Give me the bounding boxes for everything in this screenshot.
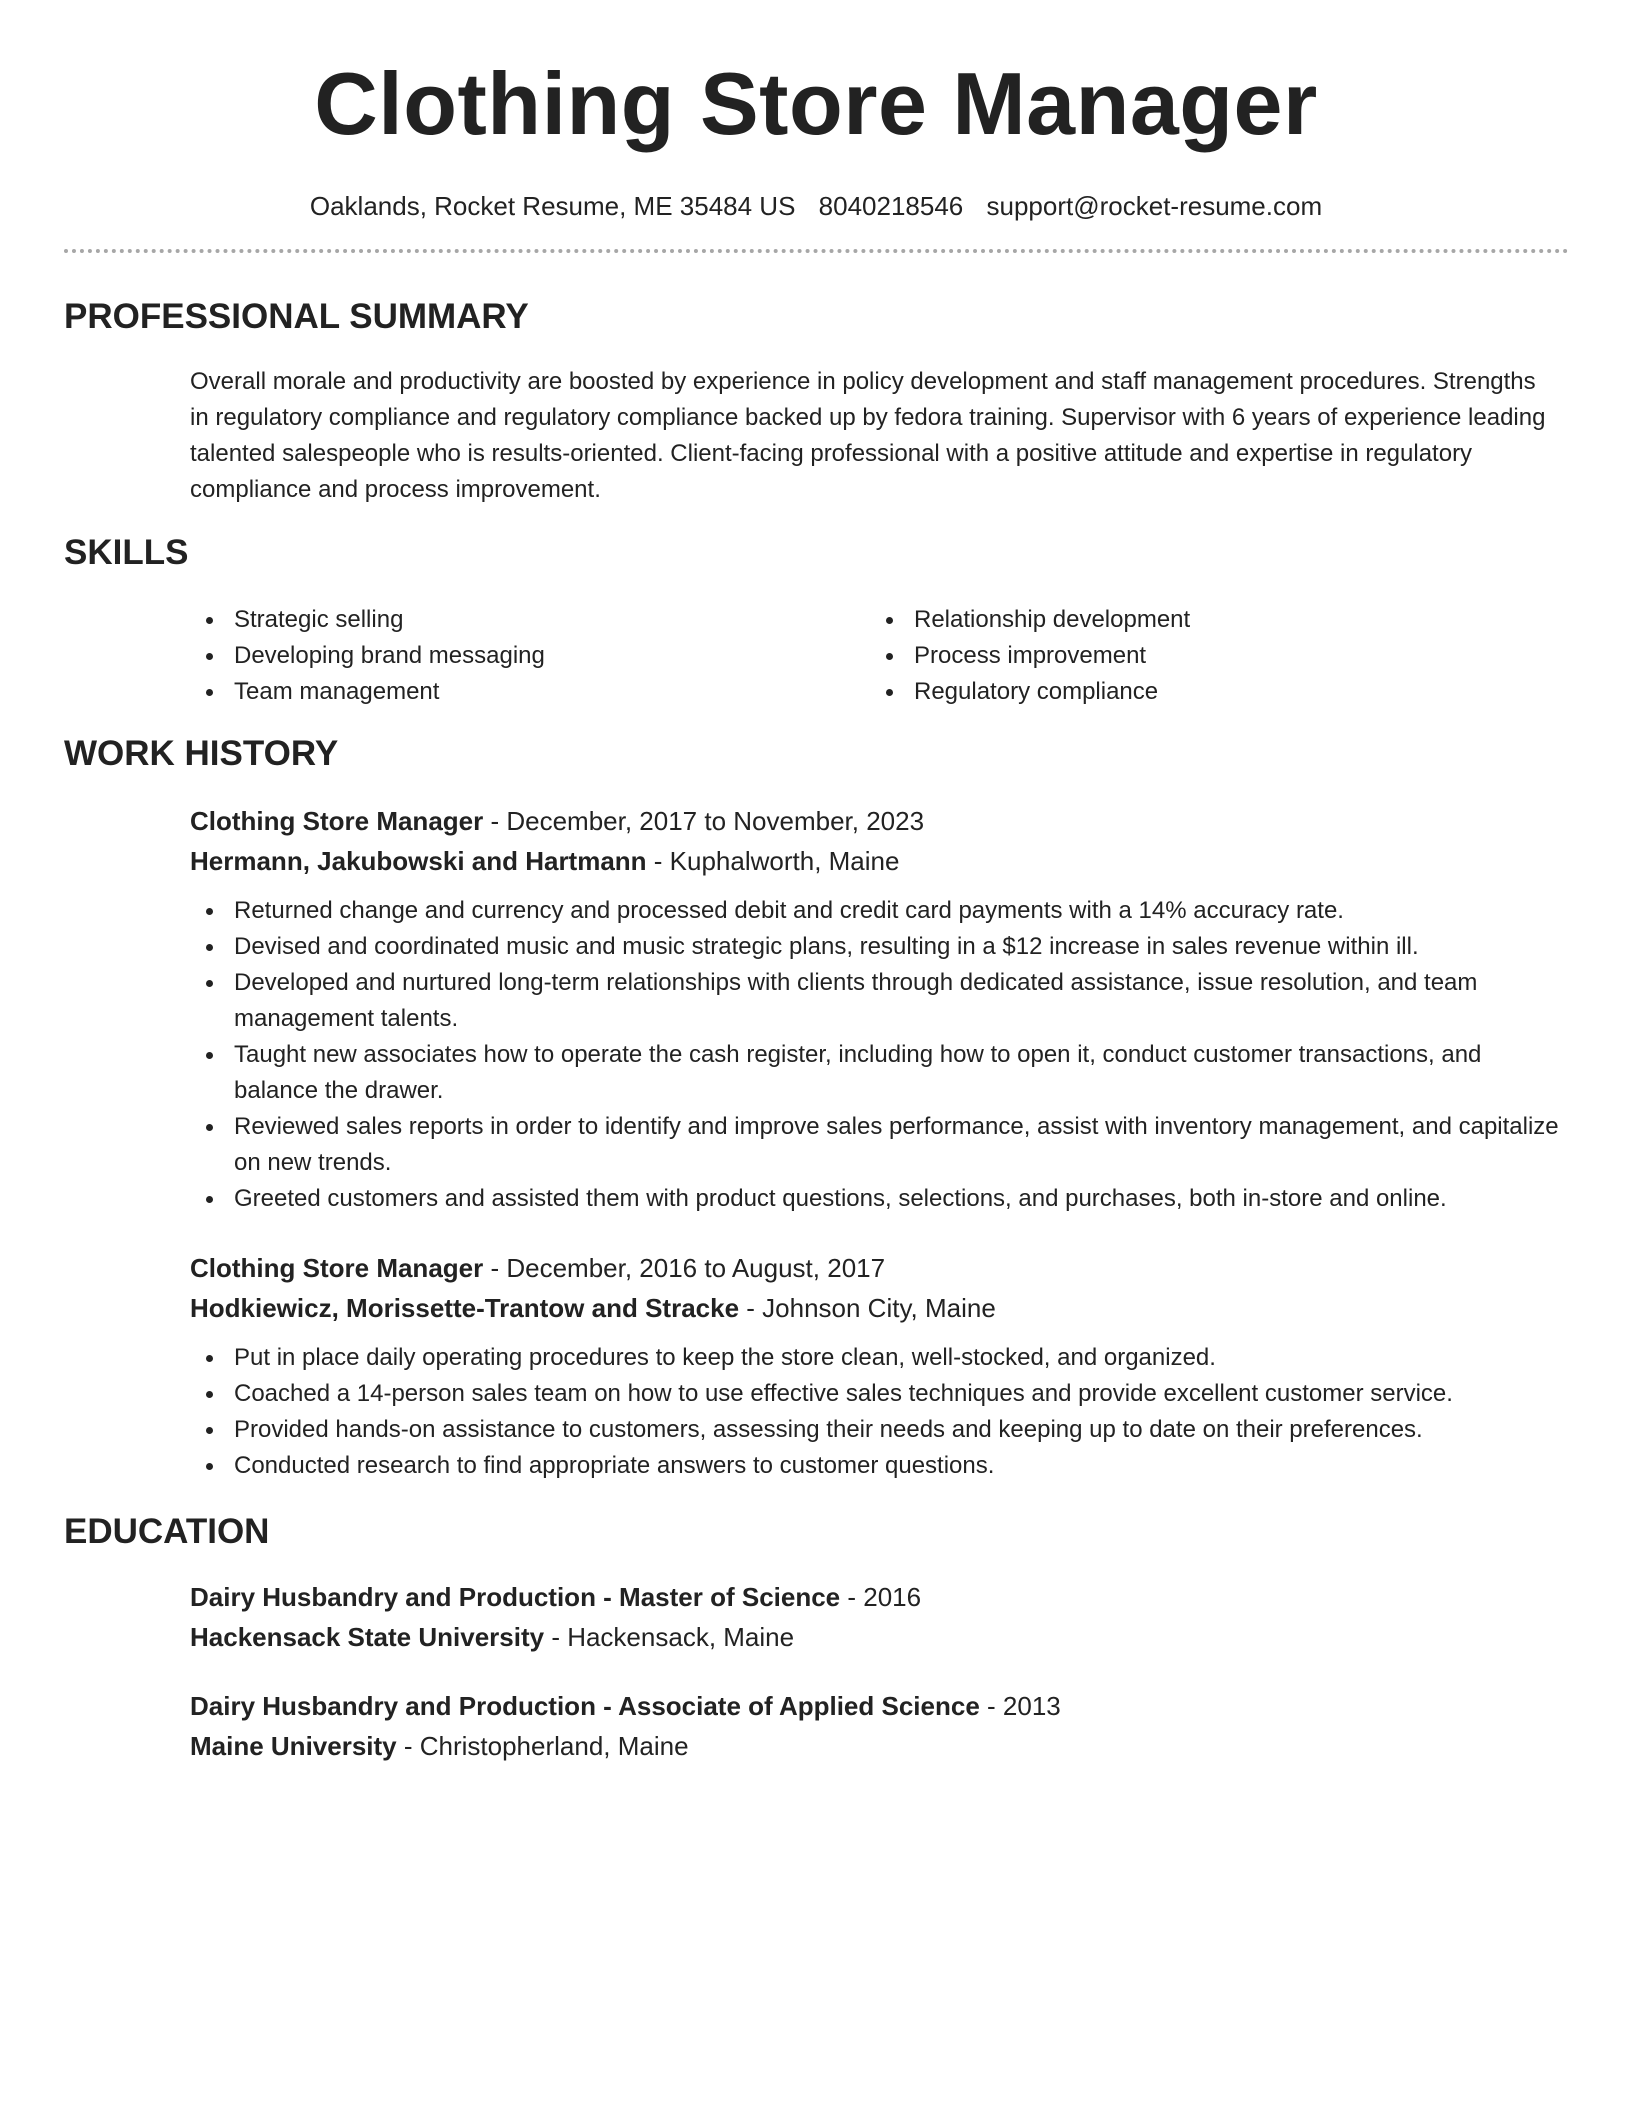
job-bullet: Coached a 14-person sales team on how to use effective sales techniques and provide excellent customer service. [190,1376,1560,1412]
job-company: Hodkiewicz, Morissette-Trantow and Stracke [190,1293,740,1323]
job-dates: - December, 2017 to November, 2023 [483,806,925,836]
header-divider [64,249,1569,253]
job-bullets [190,1340,1560,1484]
job-dates: - December, 2016 to August, 2017 [483,1253,886,1283]
degree-year: - 2016 [840,1582,922,1612]
job-entry [190,801,1560,1217]
job-company-line [190,1288,1560,1328]
job-bullet: Greeted customers and assisted them with product questions, selections, and purchases, both in-store and online. [190,1181,1560,1217]
job-bullet: Returned change and currency and processed debit and credit card payments with a 14% accuracy rate. [190,893,1560,929]
job-bullet: Taught new associates how to operate the cash register, including how to open it, conduct customer transactions, and balance the drawer. [190,1037,1560,1109]
skill-item: Team management [190,674,545,710]
school-name: Maine University [190,1731,397,1761]
contact-address: Oaklands, Rocket Resume, ME 35484 US [309,191,796,221]
skill-item: Developing brand messaging [190,638,545,674]
summary-text: Overall morale and productivity are boosted by experience in policy development and staff management procedures. Strengths in regulatory compliance and regulatory compliance backed up by fedora training. Supervisor with 6 years of experience leading talented salespeople who is results-oriented. Client-facing professional with a positive attitude and expertise in regulatory compliance and process improvement. [190,368,1546,503]
school-line [190,1617,1560,1657]
work-history-heading: WORK HISTORY [64,734,339,773]
job-title-line [190,801,1560,841]
job-role: Clothing Store Manager [190,806,484,836]
job-bullet: Reviewed sales reports in order to identify and improve sales performance, assist with inventory management, and capitalize on new trends. [190,1109,1560,1181]
education-entry [190,1577,1560,1657]
job-entry [190,1248,1560,1484]
contact-phone: 8040218546 [818,191,964,221]
job-company: Hermann, Jakubowski and Hartmann [190,846,647,876]
degree-year: - 2013 [979,1691,1061,1721]
job-title-line [190,1248,1560,1288]
job-bullet: Provided hands-on assistance to customers, assessing their needs and keeping up to date on their preferences. [190,1412,1560,1448]
skills-column-left [190,602,545,710]
job-location: - Kuphalworth, Maine [646,846,900,876]
degree-name: Dairy Husbandry and Production - Associate of Applied Science [190,1691,980,1721]
degree-line [190,1686,1560,1726]
job-bullet: Conducted research to find appropriate answers to customer questions. [190,1448,1560,1484]
skills-heading: SKILLS [64,533,189,572]
contact-line [0,190,1632,222]
job-bullet: Developed and nurtured long-term relationships with clients through dedicated assistance, issue resolution, and team management talents. [190,965,1560,1037]
skills-column-right [870,602,1190,710]
skill-item: Process improvement [870,638,1190,674]
skill-item: Regulatory compliance [870,674,1190,710]
education-heading: EDUCATION [64,1512,270,1551]
job-role: Clothing Store Manager [190,1253,484,1283]
job-location: - Johnson City, Maine [739,1293,996,1323]
skill-item: Strategic selling [190,602,545,638]
degree-name: Dairy Husbandry and Production - Master of Science [190,1582,841,1612]
contact-email: support@rocket-resume.com [986,191,1323,221]
job-bullet: Devised and coordinated music and music strategic plans, resulting in a $12 increase in sales revenue within ill. [190,929,1560,965]
school-location: - Christopherland, Maine [396,1731,689,1761]
education-entry [190,1686,1560,1766]
school-line [190,1726,1560,1766]
resume-header [0,52,1632,222]
skill-item: Relationship development [870,602,1190,638]
candidate-name: Clothing Store Manager [314,54,1318,153]
job-bullet: Put in place daily operating procedures to keep the store clean, well-stocked, and organized. [190,1340,1560,1376]
summary-heading: PROFESSIONAL SUMMARY [64,297,529,336]
degree-line [190,1577,1560,1617]
school-name: Hackensack State University [190,1622,545,1652]
job-company-line [190,841,1560,881]
job-bullets [190,893,1560,1217]
school-location: - Hackensack, Maine [544,1622,795,1652]
